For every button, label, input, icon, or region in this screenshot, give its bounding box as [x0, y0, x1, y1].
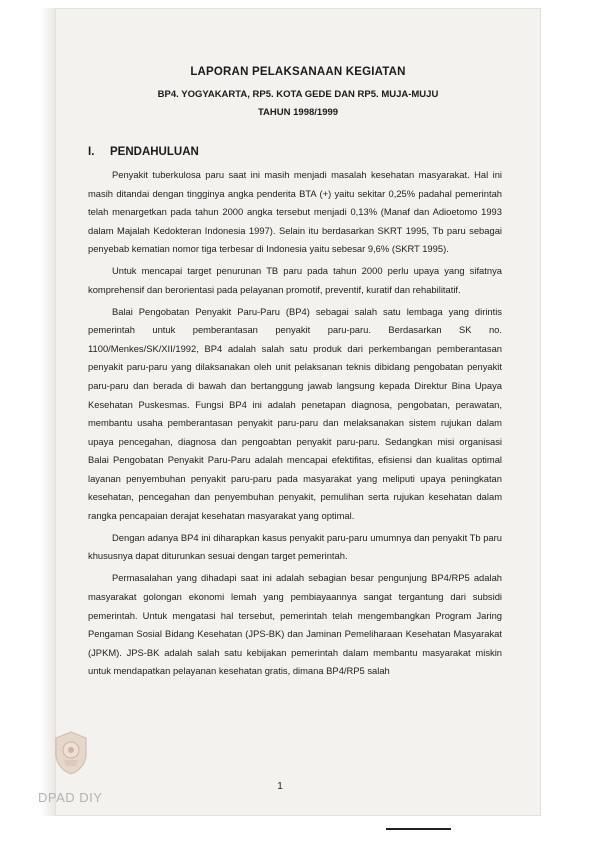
scan-edge-shadow	[40, 8, 55, 816]
section-number: I.	[88, 146, 95, 158]
report-year: TAHUN 1998/1999	[257, 107, 339, 118]
paragraph: Dengan adanya BP4 ini diharapkan kasus penyakit paru-paru umumnya dan penyakit Tb paru khususnya dapat diturunkan sesuai dengan target pemerintah.	[88, 531, 502, 562]
bottom-rule	[386, 828, 451, 830]
document-body	[88, 166, 502, 681]
report-title: LAPORAN PELAKSANAAN KEGIATAN	[190, 66, 406, 78]
paragraph: Balai Pengobatan Penyakit Paru-Paru (BP4) sebagai salah satu lembaga yang dirintis pemerintah untuk pemberantasan penyakit paru-paru. Berdasarkan SK no. 1100/Menkes/SK/XII/1992, BP4 adalah salah satu produk dari perkembangan pemberantasan penyakit paru-paru yang dilaksanakan oleh unit pelaksanan teknis dibidang pengobatan penyakit paru-paru dan berada di bawah dan bertanggung jawab langsung kepada Direktur Bina Upaya Kesehatan Puskesmas. Fungsi BP4 ini adalah penetapan diagnosa, pengobatan, perawatan, membantu usaha pemberantasan penyakit paru-paru dan melaksanakan sistem rujukan dalam upaya pencegahan, diagnosa dan pengoabtan penyakit paru-paru. Sedangkan misi organisasi Balai Pengobatan Penyakit Paru-Paru adalah mencapai efektifitas, efisiensi dan kualitas optimal layanan penyembuhan penyakit paru-paru pada masyarakat yang meliputi upaya peningkatan kesehatan, pencegahan dan penyembuhan penyakit, pemulihan serta rujukan kesehatan dalam rangka pencapaian derajat kesehatan masyarakat yang optimal.	[88, 305, 502, 521]
paragraph: Permasalahan yang dihadapi saat ini adalah sebagian besar pengunjung BP4/RP5 adalah masyarakat golongan ekonomi lemah yang pembiayaannya sangat tergantung dari subsidi pemerintah. Untuk mengatasi hal tersebut, pemerintah telah mengembangkan Program Jaring Pengaman Sosial Bidang Kesehatan (JPS-BK) dan Jaminan Pemeliharaan Kesehatan Masyarakat (JPKM). JPS-BK adalah salah satu kebijakan pemerintah dalam membantu masyarakat miskin untuk mendapatkan pelayanan kesehatan gratis, dimana BP4/RP5 salah	[88, 572, 502, 677]
report-subtitle: BP4. YOGYAKARTA, RP5. KOTA GEDE DAN RP5. MUJA-MUJU	[157, 89, 439, 100]
page-number: 1	[277, 781, 283, 792]
section-heading	[88, 146, 199, 158]
paragraph: Untuk mencapai target penurunan TB paru pada tahun 2000 perlu upaya yang sifatnya komprehensif dan berorientasi pada pelayanan promotif, preventif, kuratif dan rehabilitatif.	[88, 265, 502, 295]
crest-logo-icon	[52, 730, 90, 776]
section-title: PENDAHULUAN	[110, 146, 199, 158]
paragraph: Penyakit tuberkulosa paru saat ini masih menjadi masalah kesehatan masyarakat. Hal ini masih ditandai dengan tingginya angka penderita BTA (+) yaitu sekitar 0,25% padahal pemerintah telah menargetkan pada tahun 2000 angka tersebut menjadi 0,13% (Manaf dan Adioetomo 1993 dalam Majalah Kedokteran Indonesia 1997). Selain itu berdasarkan SKRT 1995, Tb paru sebagai penyebab kematian nomor tiga terbesar di Indonesia yaitu sebesar 9,6% (SKRT 1995).	[88, 169, 502, 255]
watermark-label: DPAD DIY	[38, 790, 103, 805]
